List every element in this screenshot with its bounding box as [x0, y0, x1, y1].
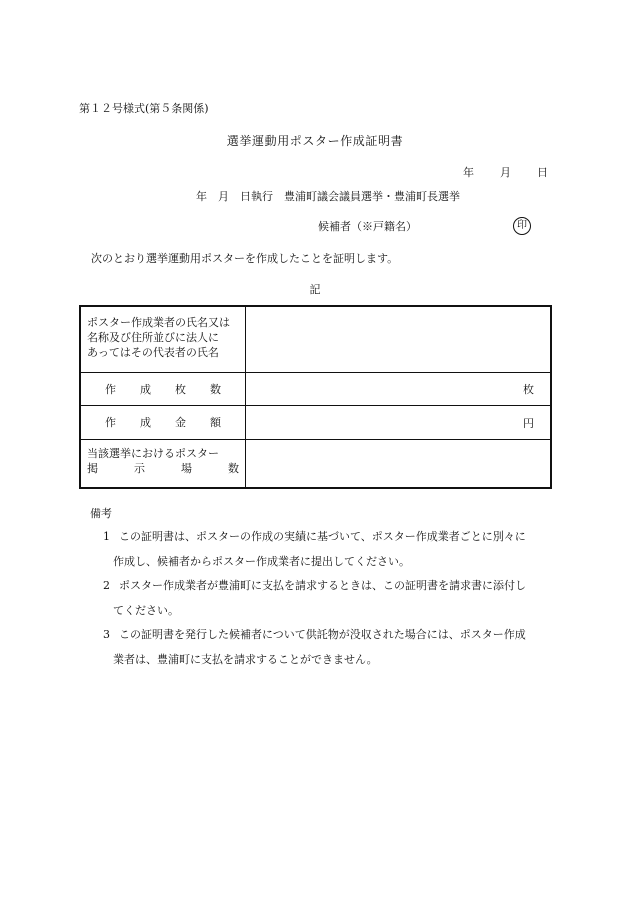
- note-number: 2: [103, 579, 110, 592]
- amount-unit: 円: [523, 416, 534, 430]
- issue-date: [463, 166, 548, 180]
- note-text: この証明書を発行した候補者について供託物が没収された場合には、ポスター作成: [119, 628, 526, 641]
- form-number: 第１２号様式(第５条関係): [79, 102, 209, 115]
- posting-places-label-line: 当該選挙におけるポスター: [87, 447, 219, 460]
- label-char: 数: [210, 382, 221, 396]
- note-text-continued: 作成し、候補者からポスター作成業者に提出してください。: [113, 555, 410, 568]
- note-text-continued: てください。: [113, 604, 179, 617]
- label-char: 金: [175, 416, 186, 429]
- label-char: 数: [228, 462, 239, 475]
- label-char: 枚: [175, 382, 186, 396]
- note-item: [103, 579, 526, 593]
- notes-heading: 備考: [90, 507, 112, 520]
- note-number: 1: [103, 530, 110, 543]
- label-char: 掲: [87, 462, 98, 475]
- vendor-label: [81, 307, 246, 372]
- date-month: 月: [500, 166, 511, 179]
- quantity-label: [81, 373, 246, 405]
- seal-mark: 印: [513, 217, 531, 235]
- note-item: [103, 530, 526, 544]
- candidate-label: 候補者（※戸籍名）: [318, 220, 417, 233]
- certificate-table: [79, 305, 552, 489]
- posting-places-label: [81, 440, 246, 487]
- table-row-vendor: [81, 307, 550, 373]
- certification-statement: 次のとおり選挙運動用ポスターを作成したことを証明します。: [91, 252, 399, 265]
- date-year: 年: [463, 166, 474, 179]
- document-title: 選挙運動用ポスター作成証明書: [226, 134, 404, 148]
- label-char: 作: [105, 416, 116, 429]
- table-row-amount: [81, 406, 550, 440]
- note-text: ポスター作成業者が豊浦町に支払を請求するときは、この証明書を請求書に添付し: [119, 579, 526, 592]
- date-day: 日: [537, 166, 548, 179]
- table-row-posting-places: [81, 440, 550, 487]
- label-char: 成: [140, 416, 151, 429]
- election-line: 年 月 日執行 豊浦町議会議員選挙・豊浦町長選挙: [196, 190, 460, 203]
- label-char: 成: [140, 382, 151, 396]
- note-text-continued: 業者は、豊浦町に支払を請求することができません。: [113, 653, 378, 666]
- vendor-label-line: ポスター作成業者の氏名又は: [87, 316, 230, 329]
- label-char: 場: [181, 462, 192, 475]
- table-row-quantity: [81, 373, 550, 406]
- label-char: 示: [134, 462, 145, 475]
- quantity-unit: 枚: [523, 383, 534, 396]
- amount-label: [81, 406, 246, 439]
- vendor-label-line: 名称及び住所並びに法人に: [87, 331, 219, 344]
- label-char: 額: [210, 416, 221, 429]
- note-number: 3: [103, 628, 110, 641]
- note-text: この証明書は、ポスターの作成の実績に基づいて、ポスター作成業者ごとに別々に: [119, 530, 526, 543]
- vendor-label-line: あってはその代表者の氏名: [87, 346, 219, 359]
- label-char: 作: [105, 382, 116, 396]
- ki-heading: 記: [309, 283, 321, 296]
- note-item: [103, 628, 526, 642]
